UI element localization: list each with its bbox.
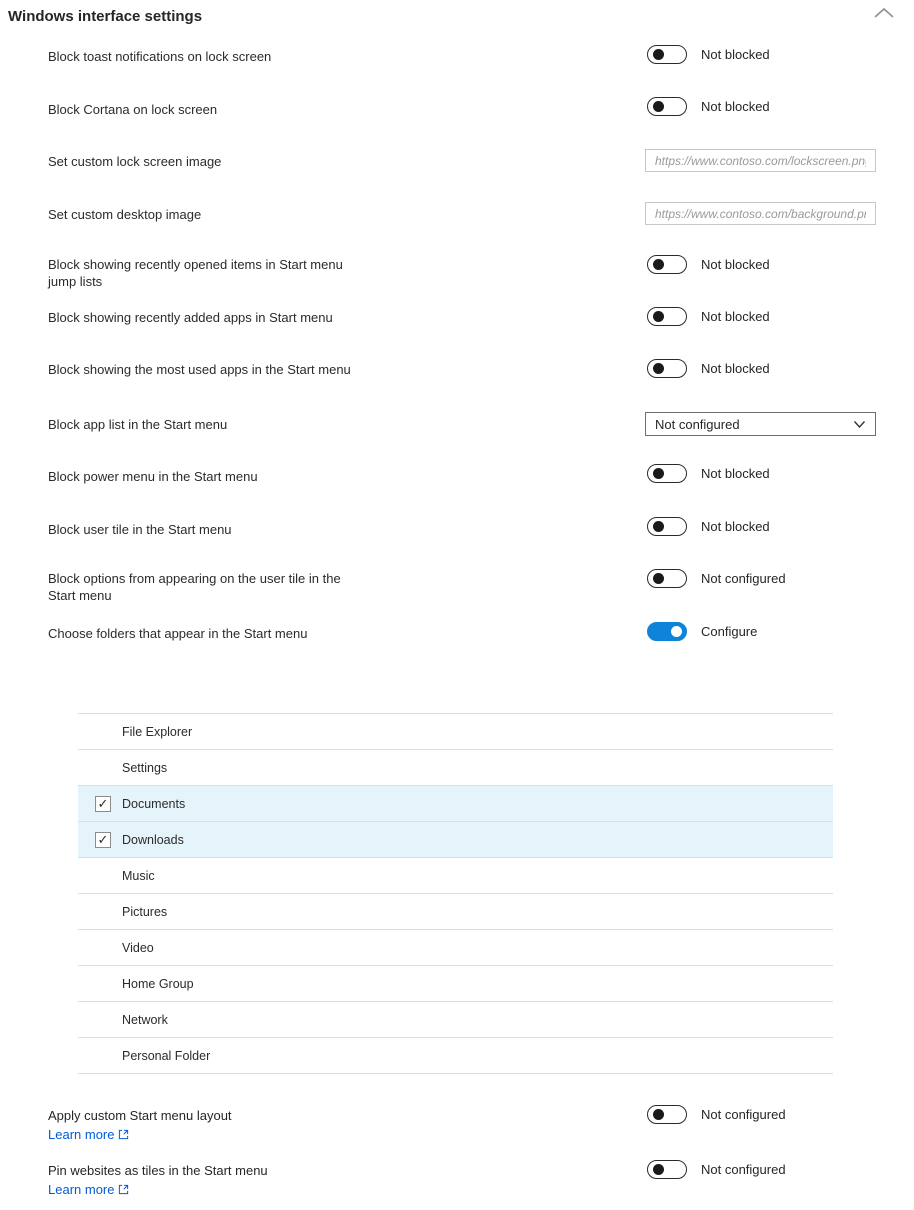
setting-label-block-recently-added: Block showing recently added apps in Start menu	[48, 310, 333, 325]
setting-label-block-user-tile-options: Block options from appearing on the user tile in the Start menu	[48, 571, 341, 603]
folder-label: Downloads	[122, 832, 184, 847]
toggle-knob	[653, 468, 664, 479]
folder-label: Documents	[122, 796, 186, 811]
toggle-switch-block-power-menu[interactable]	[647, 464, 687, 483]
chevron-down-icon	[853, 417, 866, 432]
toggle-knob	[671, 626, 682, 637]
folder-label: Video	[122, 940, 154, 955]
toggle-knob	[653, 101, 664, 112]
learn-more-label: Learn more	[48, 1127, 115, 1142]
checkbox-checked[interactable]	[95, 832, 111, 848]
learn-more-link-pin-websites[interactable]	[48, 1182, 129, 1197]
setting-label-block-cortana: Block Cortana on lock screen	[48, 102, 218, 117]
toggle-switch-block-toast-notifications[interactable]	[647, 45, 687, 64]
folder-row-documents[interactable]	[78, 785, 833, 821]
toggle-knob	[653, 363, 664, 374]
check-icon: ✓	[97, 796, 109, 811]
toggle-knob	[653, 573, 664, 584]
folder-row-pictures[interactable]	[78, 893, 833, 929]
chevron-up-icon[interactable]	[872, 5, 900, 27]
toggle-status: Not configured	[701, 1162, 786, 1177]
setting-control	[647, 1160, 786, 1179]
toggle-switch-pin-websites[interactable]	[647, 1160, 687, 1179]
setting-label-choose-folders: Choose folders that appear in the Start menu	[48, 626, 308, 641]
toggle-switch-block-recently-added[interactable]	[647, 307, 687, 326]
folder-label: Pictures	[122, 904, 168, 919]
lockscreen-image-url-input[interactable]	[645, 149, 876, 172]
toggle-knob	[653, 1164, 664, 1175]
setting-label-block-jump-lists: Block showing recently opened items in Start menu jump lists	[48, 257, 343, 289]
setting-label-custom-start-layout: Apply custom Start menu layout	[48, 1108, 232, 1123]
toggle-switch-block-most-used[interactable]	[647, 359, 687, 378]
setting-control	[647, 307, 770, 326]
block-app-list-dropdown[interactable]	[645, 412, 876, 436]
setting-label-desktop-image: Set custom desktop image	[48, 207, 202, 222]
external-link-icon	[118, 1129, 129, 1140]
folder-label: Music	[122, 868, 155, 883]
setting-label-block-toast-notifications: Block toast notifications on lock screen	[48, 49, 272, 64]
folder-row-downloads[interactable]	[78, 821, 833, 857]
toggle-knob	[653, 521, 664, 532]
toggle-status: Not configured	[701, 1107, 786, 1122]
folder-row-personal-folder[interactable]	[78, 1037, 833, 1073]
toggle-switch-block-jump-lists[interactable]	[647, 255, 687, 274]
toggle-knob	[653, 259, 664, 270]
toggle-knob	[653, 1109, 664, 1120]
toggle-switch-block-user-tile-options[interactable]	[647, 569, 687, 588]
folder-row-home-group[interactable]	[78, 965, 833, 1001]
toggle-status: Not blocked	[701, 257, 770, 272]
toggle-status: Configure	[701, 624, 758, 639]
folder-label: Network	[122, 1012, 168, 1027]
setting-control	[647, 622, 757, 641]
folder-row-network[interactable]	[78, 1001, 833, 1037]
toggle-knob	[653, 49, 664, 60]
setting-label-lockscreen-image: Set custom lock screen image	[48, 154, 222, 169]
setting-control	[647, 255, 770, 274]
folder-label: Home Group	[122, 976, 194, 991]
checkbox-checked[interactable]	[95, 796, 111, 812]
toggle-status: Not blocked	[701, 519, 770, 534]
toggle-status: Not blocked	[701, 466, 770, 481]
setting-control	[647, 359, 770, 378]
setting-control	[647, 1105, 786, 1124]
setting-label-block-app-list: Block app list in the Start menu	[48, 417, 228, 432]
folder-row-file-explorer[interactable]	[78, 713, 833, 749]
learn-more-link-custom-start-layout[interactable]	[48, 1127, 129, 1142]
dropdown-selected-value: Not configured	[655, 416, 740, 432]
folder-label: File Explorer	[122, 724, 193, 739]
folder-row-music[interactable]	[78, 857, 833, 893]
external-link-icon	[118, 1184, 129, 1195]
folder-label: Personal Folder	[122, 1048, 211, 1063]
toggle-switch-block-cortana[interactable]	[647, 97, 687, 116]
start-menu-folder-list	[78, 713, 833, 1074]
toggle-status: Not blocked	[701, 99, 770, 114]
setting-label-block-user-tile: Block user tile in the Start menu	[48, 522, 232, 537]
toggle-switch-block-user-tile[interactable]	[647, 517, 687, 536]
toggle-switch-choose-folders[interactable]	[647, 622, 687, 641]
setting-control	[647, 45, 770, 64]
setting-control	[647, 97, 770, 116]
setting-control	[647, 517, 770, 536]
setting-control	[647, 464, 770, 483]
toggle-status: Not blocked	[701, 47, 770, 62]
section-title: Windows interface settings	[8, 8, 203, 25]
setting-label-block-power-menu: Block power menu in the Start menu	[48, 469, 258, 484]
folder-row-video[interactable]	[78, 929, 833, 965]
setting-control	[647, 569, 786, 588]
learn-more-label: Learn more	[48, 1182, 115, 1197]
toggle-status: Not blocked	[701, 361, 770, 376]
toggle-status: Not blocked	[701, 309, 770, 324]
folder-label: Settings	[122, 760, 168, 775]
setting-label-block-most-used: Block showing the most used apps in the Start menu	[48, 362, 351, 377]
desktop-image-url-input[interactable]	[645, 202, 876, 225]
setting-label-pin-websites: Pin websites as tiles in the Start menu	[48, 1163, 268, 1178]
toggle-switch-custom-start-layout[interactable]	[647, 1105, 687, 1124]
toggle-knob	[653, 311, 664, 322]
folder-row-settings[interactable]	[78, 749, 833, 785]
check-icon: ✓	[97, 832, 109, 847]
toggle-status: Not configured	[701, 571, 786, 586]
